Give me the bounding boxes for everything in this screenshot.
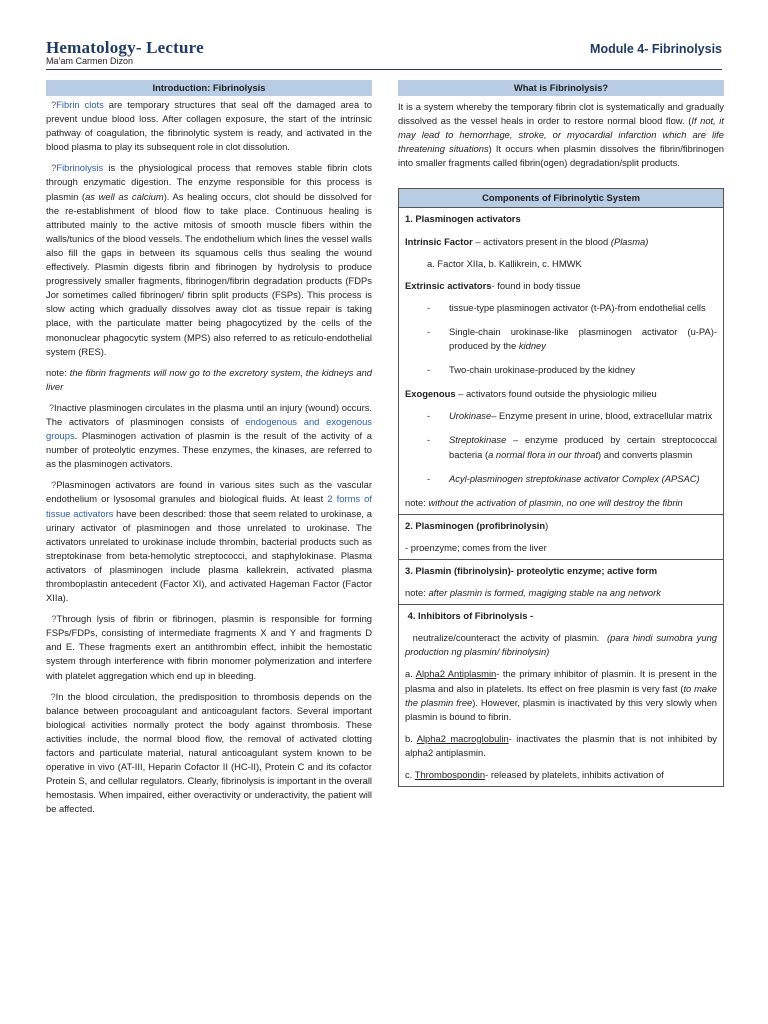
components-table <box>398 188 724 787</box>
bullet-icon: ? <box>50 99 57 110</box>
term-fibrinolysis: Fibrinolysis <box>56 162 104 174</box>
bullet-icon: ? <box>48 401 55 413</box>
section-plasmin <box>399 560 723 605</box>
bullet-icon: ? <box>50 690 56 702</box>
paragraph-plasminogen-activators: ?Plasminogen activators are found in various sites such as the vascular endothelium or lysosomal granules and biological fluids. At least 2 forms of tissue activators have been described: those that seem related to urokinase, a urinary activator of plasminogen and those unrelated to urokinase. The activators unrelated to urokinase include thrombin, bacterial products such as streptokinase from beta-hemolytic streptococci, and staphylokinase. Plasma activators of plasminogen include plasma kallekrein, activated plasma thromboplastin antecedent (Factor XI), and activated Hageman Factor (Factor XIIa). <box>46 479 373 604</box>
intro-heading: Introduction: Fibrinolysis <box>46 80 372 96</box>
list-item: - Urokinase– Enzyme present in urine, blood, extracellular matrix <box>427 410 713 422</box>
paragraph-lysis: ?Through lysis of fibrin or fibrinogen, plasmin is responsible for forming FSPs/FDPs, consisting of intermediate fragments X and Y and fragments D and E. These fragments exert an antithrombin effect, inhibit the hemostatic system through interference with fibrin monomer polymerization and interfere with platelet aggregation which end up in bleeding. <box>46 613 373 681</box>
section-title: 4. Inhibitors of Fibrinolysis - <box>405 610 534 622</box>
list-item: - tissue-type plasminogen activator (t-PA)-from endothelial cells <box>427 301 706 313</box>
inhibitor-thrombospondin: c. Thrombospondin- released by platelets, inhibits activation of <box>405 769 664 780</box>
right-column <box>398 80 724 787</box>
header-divider <box>46 69 722 70</box>
paragraph-inactive-plasminogen: ?Inactive plasminogen circulates in the plasma until an injury (wound) occurs. The activators of plasminogen consists of endogenous and exogenous groups. Plasminogen activation of plasmin is the result of the activity of a number of proteolytic enzymes. These enzymes, the kinases, are referred to as the plasminogen activators. <box>46 401 372 470</box>
term-fibrin-clots: Fibrin clots <box>56 99 104 110</box>
section-title: 2. Plasminogen (profibrinolysin) <box>405 519 549 531</box>
what-paragraph: It is a system whereby the temporary fibrin clot is systematically and gradually dissolved as the vessel heals in order to restore normal blood flow. (If not, it may lead to hemorrhage, stroke, or myocardial infarction which are life threatening situations) It occurs when plasmin dissolves the fibrin/fibrinogen into smaller fragments called fibrin(ogen) degradation/split products. <box>398 101 725 169</box>
plasminogen-desc: - proenzyme; comes from the liver <box>405 541 547 553</box>
note-plasmin: note: after plasmin is formed, magiging stable na ang network <box>405 587 661 599</box>
bullet-icon: ? <box>51 162 57 174</box>
list-item: - Acyl-plasminogen streptokinase activator Complex (APSAC) <box>427 472 700 484</box>
what-heading: What is Fibrinolysis? <box>398 80 724 96</box>
term-endogenous-exogenous: endogenous and exogenous groups <box>46 415 372 442</box>
module-title: Module 4- Fibrinolysis <box>590 42 722 56</box>
intrinsic-list: a. Factor XIIa, b. Kallikrein, c. HMWK <box>427 257 582 269</box>
inhibitor-alpha2-antiplasmin: a. Alpha2 Antiplasmin- the primary inhibitor of plasmin. It is present in the plasma and also in platelets. Its effect on free plasmin is very fast (to make the plasmin free). However, plasmin is inactivated by this very slowly when plasmin is bound to fibrin. <box>405 668 717 722</box>
lecturer-name: Ma’am Carmen Dizon <box>46 56 134 66</box>
paragraph-fibrin-clots: ?Fibrin clots are temporary structures that seal off the damaged area to prevent undue blood loss. After collagen exposure, the start of the intrinsic pathway of coagulation, the fibrinolytic system is ready, and activated in the blood plasma to play its subsequent role in clot dissolution. <box>46 99 372 153</box>
exogenous-activators: Exogenous – activators found outside the physiologic milieu <box>405 388 657 400</box>
section-plasminogen-activators <box>399 208 723 514</box>
list-item: - Streptokinase – enzyme produced by certain streptococcal bacteria (a normal flora in our throat) and converts plasmin <box>427 434 717 460</box>
intrinsic-factor: Intrinsic Factor – activators present in the blood (Plasma) <box>405 235 649 247</box>
paragraph-thrombosis: ?In the blood circulation, the predisposition to thrombosis depends on the balance between procoagulant and anticoagulant factors. Several important biological activities normally protect the body against thrombosis. These activities include, the normal blood flow, the removal of activated clotting factors and particulate material, natural anticoagulant system known to be operative in vivo (AT-III, Heparin Cofactor II (HC-II), Protein C and its cofactor Protein S, and cellular regulators. Clearly, fibrinolysis is important in the overall hemostasis. When impaired, either overactivity or underactivity, the patient will be affected. <box>46 690 372 815</box>
left-column <box>46 80 372 824</box>
components-heading: Components of Fibrinolytic System <box>399 189 723 208</box>
term-tissue-activators: 2 forms of tissue activators <box>46 493 372 519</box>
inhibitor-alpha2-macroglobulin: b. Alpha2 macroglobulin- inactivates the plasmin that is not inhibited by alpha2 antiplasmin. <box>405 732 717 758</box>
note-activation: note: without the activation of plasmin, no one will destroy the fibrin <box>405 496 683 508</box>
section-inhibitors <box>399 605 723 786</box>
document-title: Hematology- Lecture <box>46 38 204 57</box>
list-item: - Single-chain urokinase-like plasminogen activator (u-PA)-produced by the kidney <box>427 325 717 352</box>
bullet-icon: ? <box>51 479 57 491</box>
inhibitors-desc: neutralize/counteract the activity of plasmin. (para hindi sumobra yung production ng plasmin/ fibrinolysin) <box>405 632 717 658</box>
note-fibrin-fragments: note: the fibrin fragments will now go to the excretory system, the kidneys and liver <box>46 366 372 392</box>
list-item: - Two-chain urokinase-produced by the kidney <box>427 364 636 376</box>
extrinsic-activators: Extrinsic activators- found in body tissue <box>405 279 581 291</box>
bullet-icon: ? <box>51 613 57 625</box>
section-plasminogen <box>399 515 723 560</box>
section-title: 3. Plasmin (fibrinolysin)- proteolytic enzyme; active form <box>405 564 658 576</box>
section-title: 1. Plasminogen activators <box>405 213 521 225</box>
paragraph-fibrinolysis: ?Fibrinolysis is the physiological process that removes stable fibrin clots through enzymatic digestion. The enzyme responsible for this process is plasmin (as well as calcium). As healing occurs, clot should be dissolved for the re-establishment of blood flow to take place. Continuous healing is attributed mainly to the active mitosis of smooth muscle fibers within the walls/tunics of the blood vessels. The endothelium which lines the vessel walls also fill the gaps in between its squamous cells thus sealing the wound effectively. Plasmin digests fibrin and fibrinogen by hydrolysis to produce progressively smaller fragments, fibrinogen/fibrin degradation products (FDPs Jor sometimes called fibrinogen/ fibrin split products (FSPs). This process is slow acting which gradually dissolves away clot as tissue repair is taking place, with the particulate matter being phagocytized by the cells of the mononuclear phagocytic system (MPS) also referred to as reticulo-endothelial system (RES). <box>46 162 373 357</box>
